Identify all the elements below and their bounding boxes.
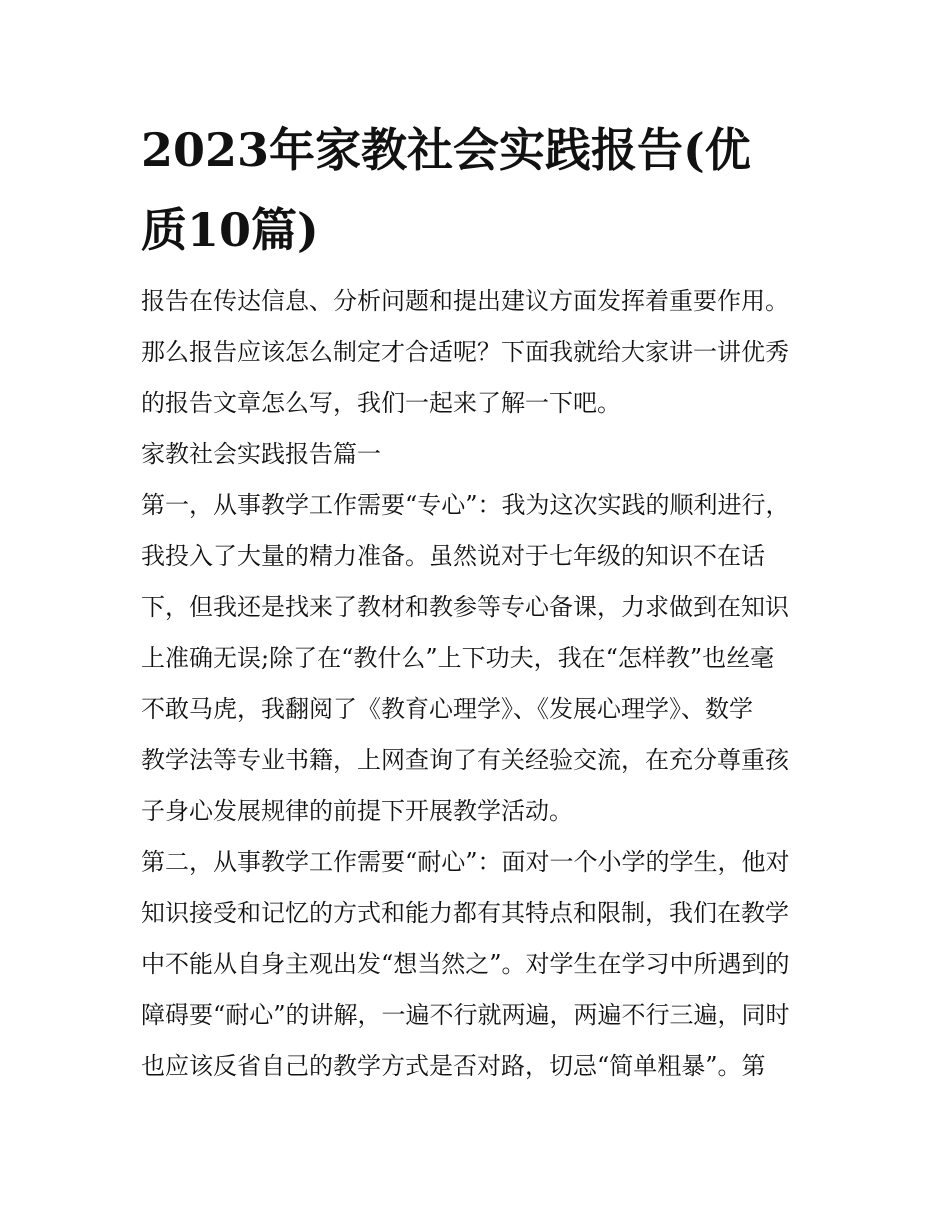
intro-line-1: 报告在传达信息、分析问题和提出建议方面发挥着重要作用。: [141, 287, 789, 315]
section-heading: 家教社会实践报告篇一: [141, 440, 381, 468]
paragraph-1-line-2: 我投入了大量的精力准备。虽然说对于七年级的知识不在话: [141, 542, 765, 570]
document-body: [141, 276, 821, 1092]
intro-line-2: 那么报告应该怎么制定才合适呢？下面我就给大家讲一讲优秀: [141, 338, 789, 366]
title-line-2: 质10篇): [141, 203, 319, 257]
paragraph-2-line-1: 第二，从事教学工作需要“耐心”：面对一个小学的学生，他对: [141, 848, 790, 876]
paragraph-2-line-4: 障碍要“耐心”的讲解，一遍不行就两遍，两遍不行三遍，同时: [141, 1001, 790, 1029]
intro-line-3: 的报告文章怎么写，我们一起来了解一下吧。: [141, 389, 621, 417]
title-line-1: 2023年家教社会实践报告(优: [141, 123, 751, 177]
paragraph-1-line-4: 上准确无误;除了在“教什么”上下功夫，我在“怎样教”也丝毫: [141, 644, 775, 672]
paragraph-2-line-2: 知识接受和记忆的方式和能力都有其特点和限制，我们在教学: [141, 899, 789, 927]
paragraph-1-line-7: 子身心发展规律的前提下开展教学活动。: [141, 797, 573, 825]
paragraph-1-line-1: 第一，从事教学工作需要“专心”：我为这次实践的顺利进行，: [141, 491, 790, 519]
document-title: [141, 110, 821, 270]
paragraph-2-line-3: 中不能从自身主观出发“想当然之”。对学生在学习中所遇到的: [141, 950, 790, 978]
paragraph-1-line-5: 不敢马虎，我翻阅了《教育心理学》、《发展心理学》、数学: [141, 695, 753, 723]
paragraph-1-line-3: 下，但我还是找来了教材和教参等专心备课，力求做到在知识: [141, 593, 789, 621]
paragraph-1-line-6: 教学法等专业书籍，上网查询了有关经验交流，在充分尊重孩: [141, 746, 789, 774]
paragraph-2-line-5: 也应该反省自己的教学方式是否对路，切忌“简单粗暴”。第: [141, 1052, 766, 1080]
